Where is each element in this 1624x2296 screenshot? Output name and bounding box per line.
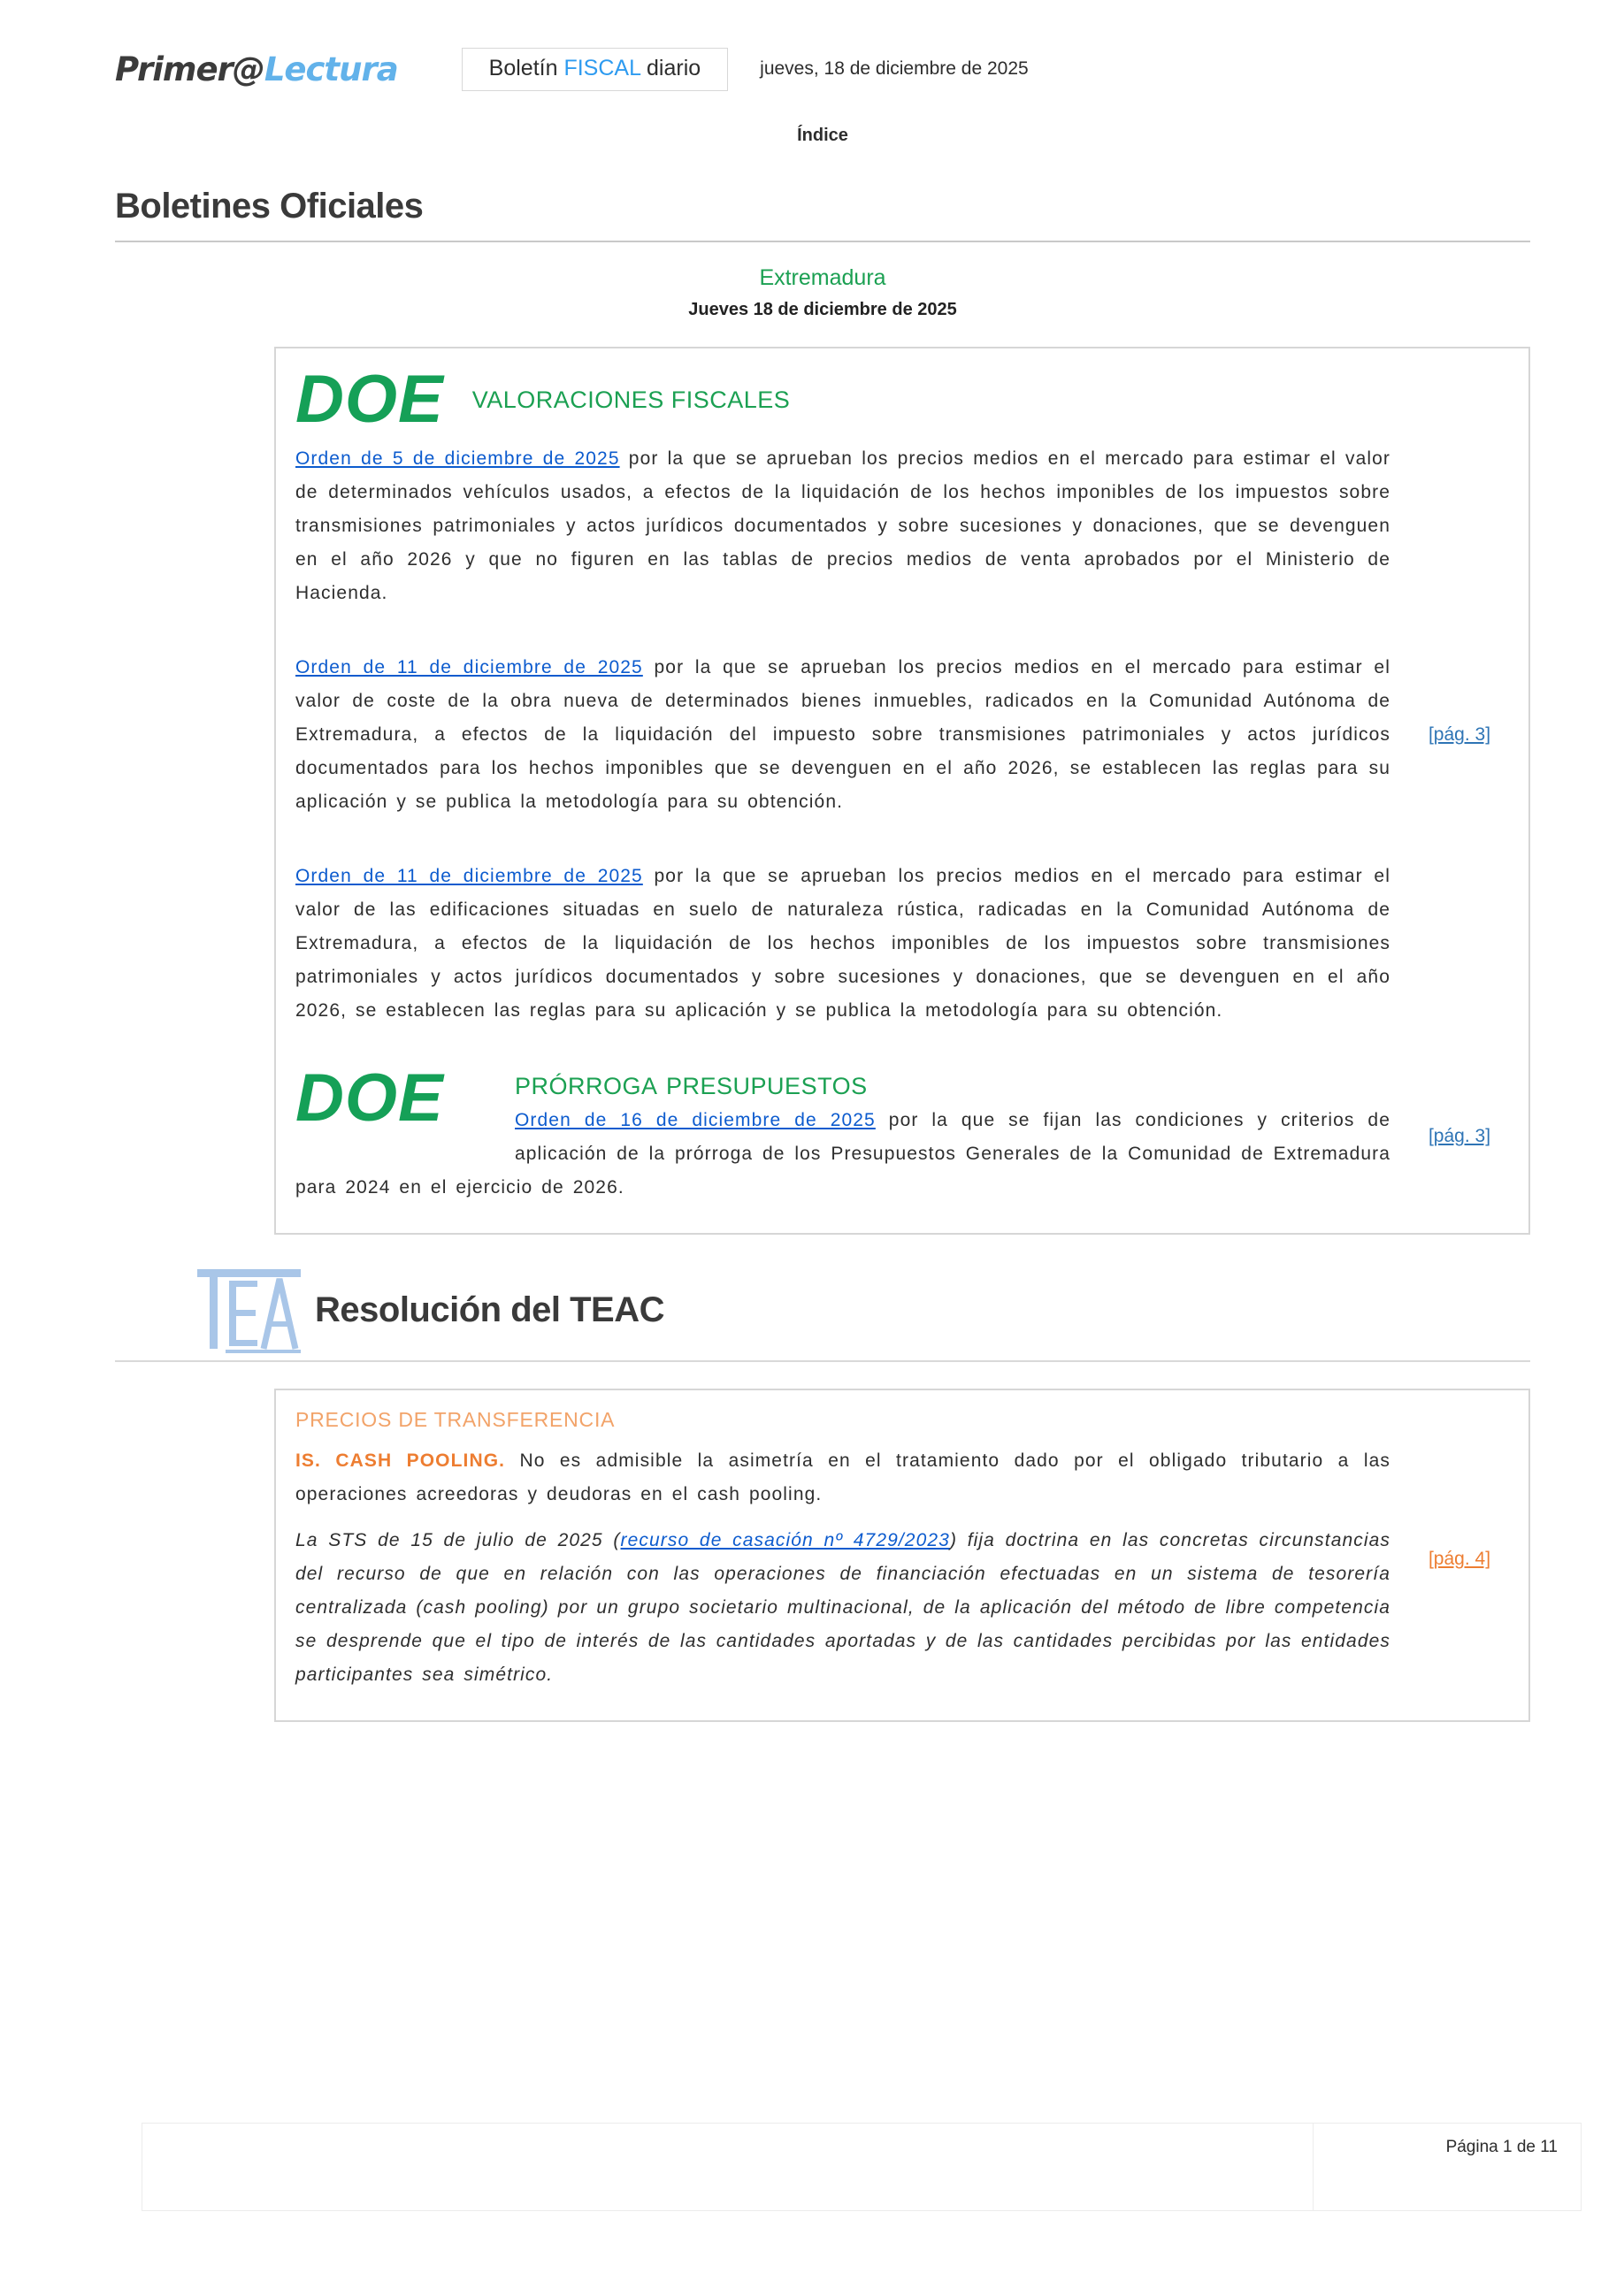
teac-summary: No es admisible la asimetría en el tratamiento dado por el obligado tributario a las operaciones acreedoras y deudoras en el cash pooling. [295,1450,1390,1505]
tea-logo-icon [196,1265,303,1355]
doe-entry [295,442,1528,610]
page-ref-link[interactable]: [pág. 3] [1428,1126,1491,1147]
entry-text [295,1444,1390,1512]
prorroga-heading: PRÓRROGA PRESUPUESTOS [515,1073,868,1100]
doe-logo-icon: DOE [295,1060,444,1137]
teac-body-post: ) fija doctrina en las concretas circunstancias del recurso de que en relación con las operaciones de financiación efectuadas en un sistema de tesorería centralizada (cash pooling) por un grupo societario multinacional, de la aplicación del método de libre competencia se desprende que el tipo de interés de las cantidades aportadas y de las cantidades percibidas por las entidades participantes sea simétrico. [295,1530,1391,1686]
header-date: jueves, 18 de diciembre de 2025 [760,58,1029,79]
valoraciones-heading: VALORACIONES FISCALES [471,386,791,413]
footer-left-cell [142,2124,1314,2210]
teac-box [274,1389,1530,1722]
entry-side [1390,442,1528,610]
casacion-link[interactable]: recurso de casación nº 4729/2023 [620,1530,950,1551]
banner-post: diario [640,55,701,80]
teac-body-row [295,1524,1528,1692]
doe-logo-icon: DOE [295,362,444,437]
entry-side [1390,860,1528,1028]
entry-text [295,442,1390,610]
entry-body: por la que se fijan las condiciones y criterios de aplicación de la prórroga de los Presupuestos Generales de la Comunidad de Extremadura para 2024 en el ejercicio de 2026. [295,1110,1390,1198]
page-ref-link[interactable]: [pág. 3] [1428,724,1491,746]
teac-heading-row [196,1265,1530,1355]
entry-body: por la que se aprueban los precios medios en el mercado para estimar el valor de determinados vehículos usados, a efectos de la liquidación de los hechos imponibles de los impuestos sobre transmisiones patrimoniales y actos jurídicos documentados y sobre sucesiones y donaciones, que se devenguen en el año 2026 y que no figuren en las tablas de precios medios de venta aprobados por el Ministerio de Hacienda. [295,448,1390,604]
doe-entry [295,651,1528,819]
teac-tag: PRECIOS DE TRANSFERENCIA [295,1408,616,1432]
entry-body: por la que se aprueban los precios medios en el mercado para estimar el valor de las edificaciones situadas en suelo de naturaleza rústica, radicadas en la Comunidad Autónoma de Extremadura, a efectos de la liquidación de los hechos imponibles de los impuestos sobre transmisiones patrimoniales y actos jurídicos documentados y sobre sucesiones y donaciones, que se devenguen en el año 2026, se establecen las reglas para su aplicación y se publica la metodología para su obtención. [295,866,1390,1022]
entry-side [1390,1524,1528,1692]
section-divider [115,241,1530,242]
region-date: Jueves 18 de diciembre de 2025 [688,300,957,319]
entry-body: por la que se aprueban los precios medios en el mercado para estimar el valor de coste de la obra nueva de determinados bienes inmuebles, radicados en la Comunidad Autónoma de Extremadura, a efectos de la liquidación del impuesto sobre transmisiones patrimoniales y actos jurídicos documentados para los hechos imponibles que se devenguen en el año 2026, se establecen las reglas para su aplicación y se publica la metodología para su obtención. [295,657,1390,813]
banner-pre: Boletín [488,55,564,80]
region-title: Extremadura [759,265,886,290]
entry-text [295,1524,1390,1692]
section-divider [115,1360,1530,1362]
section-title-boletines: Boletines Oficiales [115,187,424,226]
doe-float-wrap [295,1060,515,1166]
primera-lectura-logo [115,50,398,88]
banner-highlight: FISCAL [563,55,641,80]
page-header [115,27,1530,111]
entry-text [295,1060,1390,1205]
doe-box [274,347,1530,1235]
doe-entry-prorroga [295,1060,1528,1205]
teac-body-pre: La STS de 15 de julio de 2025 ( [295,1530,621,1551]
teac-summary-row [295,1444,1528,1512]
index-title: Índice [797,126,848,145]
doe-header [295,362,1528,437]
page-ref-link[interactable]: [pág. 4] [1428,1549,1491,1570]
page-indicator: Página 1 de 11 [1445,2138,1558,2156]
page-footer [142,2123,1582,2211]
doe-entry [295,860,1528,1028]
entry-text [295,860,1390,1028]
logo-text-primary: Primer@ [115,50,264,88]
order-link[interactable]: Orden de 16 de diciembre de 2025 [515,1110,876,1131]
logo-text-secondary: Lectura [264,50,398,88]
entry-side [1390,651,1528,819]
order-link[interactable]: Orden de 11 de diciembre de 2025 [295,657,643,678]
section-title-teac: Resolución del TEAC [315,1290,664,1329]
teac-lead: IS. CASH POOLING. [295,1450,506,1472]
entry-side [1390,1444,1528,1512]
order-link[interactable]: Orden de 5 de diciembre de 2025 [295,448,620,470]
entry-side [1390,1068,1528,1205]
bulletin-banner [462,48,728,91]
order-link[interactable]: Orden de 11 de diciembre de 2025 [295,866,643,887]
entry-text [295,651,1390,819]
